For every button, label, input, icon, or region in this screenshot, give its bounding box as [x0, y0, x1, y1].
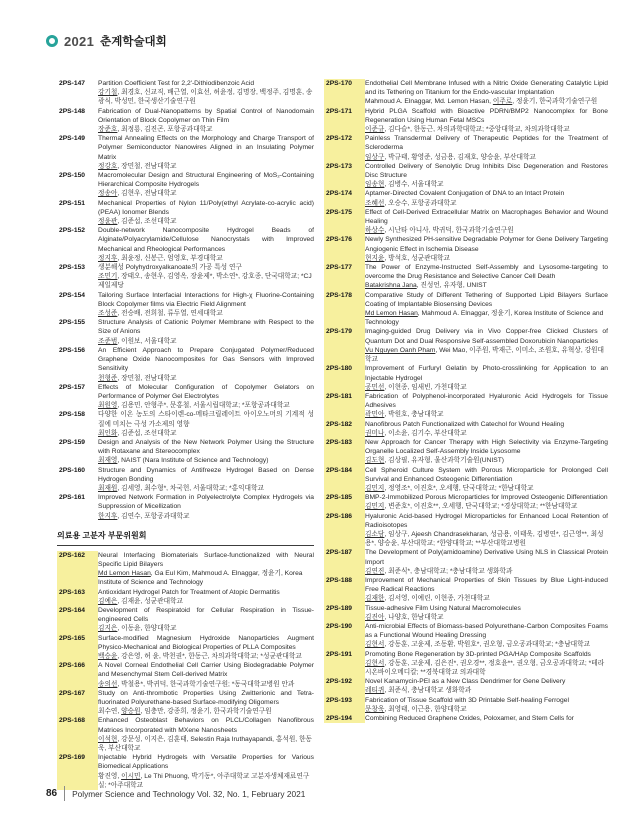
program-entry — [324, 327, 608, 364]
program-entry — [57, 171, 314, 199]
entry-title: 생분해성 Polyhydroxyalkanoate의 가공 특성 연구 — [98, 264, 242, 272]
presenting-author: 김예은 — [98, 597, 118, 605]
entry-number: 2PS-171 — [324, 107, 365, 135]
entry-number: 2PS-165 — [57, 634, 98, 662]
entry-number: 2PS-191 — [324, 650, 365, 678]
program-entry — [324, 548, 608, 576]
program-entry — [57, 263, 314, 291]
program-entry — [324, 392, 608, 420]
entry-number: 2PS-183 — [324, 438, 365, 466]
presenting-author: 김연진 — [365, 567, 385, 575]
presenting-author: 임상구 — [365, 153, 385, 161]
entry-title: Fabrication of Dual-Nanopatterns by Spatial Control of Nanodomain Orientation of Block Copolymer on Thin Film — [98, 107, 314, 124]
entry-number: 2PS-194 — [324, 714, 365, 723]
presenting-author: 하상수 — [365, 227, 385, 235]
entry-authors: 최원영, 김용민, 안형주*, 문홍철, 서울시립대학교; *포항공과대학교 — [98, 402, 290, 410]
program-entry — [57, 689, 314, 717]
entry-title: Improvement of Furfuryl Gelatin by Photo-crosslinking for Application to an Injectable Hydrogel — [365, 365, 608, 382]
program-entry — [324, 189, 608, 207]
presenting-author: 정지후 — [98, 254, 118, 262]
entry-title: Study on Anti-thrombotic Properties Using Zwitterionic and Tetra-fluorinated Polyurethane-based Surface-modifying Oligomers — [98, 689, 314, 706]
entry-number: 2PS-161 — [59, 494, 86, 502]
presenting-author: 조혜선 — [365, 199, 385, 207]
entry-authors: Batakrishna Jana, 진성언, 유자형, UNIST — [365, 282, 487, 290]
program-entry — [57, 383, 314, 411]
presenting-author: 김지은 — [98, 625, 118, 633]
entry-title: Double-network Nanocomposite Hydrogel Beads of Alginate/Polyacrylamide/Cellulose Nanocrystals with Improved Mechanical and Rheological Performances — [98, 227, 314, 253]
entry-authors: 김재한, 김서영, 이예린, 이현종, 가천대학교 — [365, 595, 490, 603]
program-entry — [57, 226, 314, 263]
presenting-author: 이주로 — [492, 98, 513, 106]
presenting-author: Batakrishna Jana — [365, 282, 417, 290]
program-entry — [324, 714, 608, 723]
entry-title: Hyaluronic Acid-based Hydrogel Microparticles for Enhanced Local Retention of Radioisotopes — [365, 512, 608, 529]
entry-number: 2PS-150 — [59, 172, 86, 180]
entry-title: A Novel Corneal Endothelial Cell Carrier Using Biodegradable Polymer and Mesenchymal Stem Cell-derived Matrix — [98, 662, 314, 679]
entry-title: Cell Spheroid Culture System with Porous Microparticle for Prolonged Cell Survival and Enhanced Osteogenic Differentiation — [365, 466, 608, 483]
entry-authors: 김현서, 강동훈, 고윤제, 조동환, 박원호*, 권오형, 금오공과대학교; *충남대학교 — [365, 641, 591, 649]
footer-divider — [64, 786, 65, 801]
program-entry — [57, 199, 314, 227]
entry-list-medical-polymer — [57, 551, 314, 790]
entry-title: Fabrication of Tissue Scaffold with 3D Printable Self-healing Ferrogel — [365, 696, 569, 704]
entry-title: Imaging-guided Drug Delivery via in Vivo Copper-free Clicked Clusters of Quantum Dot and Dual Responsive Self-assembled Doxorubicin Nanoparticles — [365, 328, 608, 345]
presenting-author: 레티퀴 — [365, 687, 385, 695]
entry-title: Structure Analysis of Cationic Polymer Membrane with Respect to the Size of Anions — [98, 319, 314, 336]
entry-authors: 이준규, 김다슬*, 한동근, 차의과학대학교; *중앙대학교, 차의과학대학교 — [365, 126, 570, 134]
page-number: 86 — [46, 788, 58, 799]
program-entry — [324, 235, 608, 263]
entry-title: An Efficient Approach to Prepare Conjugated Polymer/Reduced Graphene Oxide Nanocomposites for Gas Sensors with Improved Sensitivity — [98, 346, 314, 373]
program-entry — [324, 208, 608, 236]
journal-footer: Polymer Science and Technology Vol. 32, No. 1, February 2021 — [72, 788, 306, 799]
entry-title: Tailoring Surface Interfacial Interactions for High-χ Fluorine-Containing Block Copolymer films via Electric Field Alignment — [98, 291, 314, 308]
program-entry — [324, 604, 608, 622]
entry-number: 2PS-182 — [324, 420, 365, 438]
entry-authors: Vu Nguyen Oanh Pham, Wei Mao, 이주원, 박재근, 이미소, 조원호, 유혁상, 강원대학교 — [365, 346, 604, 364]
entry-authors: 김도현, 김상필, 유자형, 울산과학기술원(UNIST) — [365, 457, 505, 465]
entry-title: Controlled Delivery of Senolytic Drug Inhibits Disc Degeneration and Restores Disc Structure — [365, 162, 608, 180]
presenting-author: 김민지 — [365, 503, 385, 511]
presenting-author: 김현서 — [365, 659, 385, 667]
entry-title: Structure and Dynamics of Antifreeze Hydrogel Based on Dense Hydrogen Bonding — [98, 466, 314, 483]
entry-number: 2PS-187 — [324, 548, 365, 576]
entry-number: 2PS-158 — [59, 411, 86, 419]
entry-authors: 임상구, 박규태, 황영준, 성금용, 김재호, 양승윤, 부산대학교 — [365, 153, 536, 161]
entry-authors: 김민지, 정영조*, 이진호*, 오세행, 단국대학교; *한남대학교 — [365, 484, 534, 492]
section-title-medical-polymer: 의료용 고분자 부문위원회 — [57, 530, 314, 546]
entry-number: 2PS-166 — [57, 661, 98, 689]
program-entry — [324, 162, 608, 190]
presenting-author: 이준규 — [365, 126, 385, 134]
entry-number: 2PS-169 — [57, 753, 98, 790]
program-entry — [57, 79, 314, 107]
entry-title: Enhanced Osteoblast Behaviors on PLCL/Collagen Nanofibrous Matrices Incorporated with MXene Nanosheets — [98, 717, 314, 734]
entry-authors: 김진아, 나양호, 한남대학교 — [365, 613, 444, 621]
presenting-author: 양승원 — [121, 708, 141, 716]
presenting-author: 최재원 — [98, 484, 118, 492]
entry-number: 2PS-175 — [324, 208, 365, 236]
program-entry — [57, 107, 314, 135]
entry-authors: 강기철, 최경호, 신교직, 배근열, 이효선, 허윤정, 김명장, 백정주, 김명훈, 송광식, 박성민, 한국생산기술연구원 — [98, 89, 313, 106]
entry-authors: 권미나, 이소윤, 김기수, 부산대학교 — [365, 429, 467, 437]
entry-number: 2PS-157 — [59, 383, 86, 391]
entry-authors: 조혜선, 오승수, 포항공과대학교 — [365, 199, 457, 207]
program-entry — [324, 512, 608, 549]
program-listing — [57, 79, 608, 790]
entry-title: Antioxidant Hydrogel Patch for Treatment of Atopic Dermatitis — [98, 588, 280, 596]
entry-title: Effect of Cell-Derived Extracellular Matrix on Macrophages Behavior and Wound Healing — [365, 208, 608, 226]
entry-title: The Development of Poly(amidoamine) Derivative Using NLS in Classical Protein Import — [365, 549, 608, 566]
entry-title: Design and Analysis of the New Network Polymer Using the Structure with Rotaxane and Stereocomplex — [98, 438, 314, 456]
presenting-author: 문창욱 — [365, 705, 385, 713]
program-entry — [57, 493, 314, 521]
entry-authors: 백승윤, 강은영, 허 윤, 박천권*, 한동근, 차의과학대학교; *성균관대학교 — [98, 652, 302, 660]
entry-authors: Mahmoud A. Elnaggar, Md. Lemon Hasan, 이주로, 정윤기, 한국과학기술연구원 — [365, 98, 598, 106]
entry-list-left-top — [57, 79, 314, 521]
entry-title: Hybrid PLGA Scaffold with Bioactive PDRN/BMP2 Nanocomplex for Bone Regeneration Using Human Fetal MSCs — [365, 107, 608, 124]
entry-number: 2PS-167 — [57, 689, 98, 717]
presenting-author: 최인화 — [98, 429, 118, 437]
presenting-author: 정송아 — [98, 190, 118, 198]
entry-authors: 현지윤, 방석호, 성균관대학교 — [365, 254, 450, 262]
entry-title: Comparative Study of Different Tethering of Supported Lipid Bilayers Surface Coating of Implantable Biosensing Devices — [365, 291, 608, 308]
program-entry — [324, 622, 608, 650]
entry-authors: 장준호, 최정룡, 김진곤, 포항공과대학교 — [98, 126, 213, 134]
presenting-author: 곽민아 — [365, 411, 385, 419]
program-entry — [57, 134, 314, 171]
entry-title: Injectable Hybrid Hydrogels with Versatile Properties for Various Biomedical Applications — [98, 754, 314, 771]
entry-authors: 김소담, 임상구, Ajeesh Chandrasekharan, 성금용, 이태욱, 김병연*, 김근영**, 최성용*, 양승윤, 부산대학교; *한양대학교; **부산대학교병원 — [365, 530, 604, 548]
entry-title: Improvement of Mechanical Properties of Skin Tissues by Blue Light-induced Free Radical Reactions — [365, 576, 608, 594]
entry-title: Aptamer-Directed Covalent Conjugation of DNA to an Intact Protein — [365, 190, 565, 198]
presenting-author: 권미나 — [365, 429, 385, 437]
program-entry — [324, 263, 608, 291]
entry-number: 2PS-156 — [59, 346, 86, 354]
presenting-author: Md Lemon Hasan — [365, 310, 418, 318]
entry-authors: 정윤관, 김준섭, 조선대학교 — [98, 218, 177, 226]
entry-number: 2PS-159 — [59, 438, 86, 446]
presenting-author: 조성준 — [98, 310, 118, 318]
entry-number: 2PS-170 — [324, 79, 365, 107]
presenting-author: 임송현 — [365, 181, 385, 189]
entry-title: Newly Synthesized PH-sensitive Degradable Polymer for Gene Delivery Targeting Angiogenic Effect in Ischemia Disease — [365, 236, 608, 253]
presenting-author: 강기철 — [98, 89, 118, 97]
program-entry — [324, 107, 608, 135]
entry-number: 2PS-172 — [324, 134, 365, 162]
entry-authors: 레티퀴, 최준식, 충남대학교 생화학과 — [365, 687, 472, 695]
entry-authors: 정강호, 장민철, 전남대학교 — [98, 162, 177, 170]
entry-title: Neural Interfacing Biomaterials Surface-functionalized with Neural Specific Lipid Bilayers — [98, 551, 314, 568]
program-entry — [57, 346, 314, 383]
entry-number: 2PS-181 — [324, 392, 365, 420]
entry-number: 2PS-186 — [324, 512, 365, 549]
program-entry — [57, 588, 314, 606]
entry-number: 2PS-189 — [324, 604, 365, 622]
entry-authors: 황진영, 이시민, Le Thi Phuong, 박기동*, 아주대학교 고분자생체재료연구실; *아주대학교 — [98, 772, 310, 789]
entry-title: Development of Respiratoid for Cellular Respiration in Tissue-engineered Cells — [98, 606, 314, 624]
program-entry — [324, 438, 608, 466]
entry-number: 2PS-148 — [59, 107, 86, 115]
entry-title: Endothelial Cell Membrane Infused with a Nitric Oxide Generating Catalytic Lipid and its Tethering on Titanium for the Endo-vascular Implantation — [365, 80, 608, 97]
program-entry — [324, 650, 608, 678]
entry-number: 2PS-160 — [59, 466, 86, 474]
entry-authors: Md Lemon Hasan, Mahmoud A. Elnaggar, 정윤기, Korea Institute of Science and Technology — [365, 310, 604, 327]
entry-authors: 조준범, 이원보, 서울대학교 — [98, 337, 177, 345]
entry-number: 2PS-179 — [324, 327, 365, 364]
entry-authors: 이석현, 강문성, 이지은, 김훈태, Selestin Raja Iruthayapandi, 홍석원, 한동욱, 부산대학교 — [98, 735, 312, 753]
entry-authors: 김연진, 최준식*, 충남대학교; *충남대학교 생화학과 — [365, 567, 513, 575]
entry-authors: 한지후, 김연수, 포항공과대학교 — [98, 512, 190, 520]
entry-authors: 최재영, NAIST (Nara Institute of Science and Technology) — [98, 457, 269, 465]
presenting-author: 천형준 — [98, 374, 118, 382]
program-entry — [324, 79, 608, 107]
entry-title: Effects of Molecular Configuration of Copolymer Gelators on Performance of Polymer Gel Electrolytes — [98, 383, 314, 400]
entry-list-right — [324, 79, 608, 723]
program-entry — [57, 438, 314, 466]
page-footer — [46, 786, 305, 801]
entry-number: 2PS-190 — [324, 622, 365, 650]
entry-authors: 최수연, 양승원, 임충만, 강종희, 정윤기, 한국과학기술연구원 — [98, 708, 272, 716]
presenting-author: 조민기 — [98, 273, 118, 281]
program-entry — [57, 634, 314, 662]
presenting-author: 최재영 — [98, 457, 118, 465]
entry-title: Fabrication of Polyphenol-incorporated Hyaluronic Acid Hydrogels for Tissue Adhesives — [365, 392, 608, 410]
entry-authors: 문창욱, 최영태, 이근용, 한양대학교 — [365, 705, 467, 713]
entry-authors: 하상수, 시난타 아니사, 박귀덕, 한국과학기술연구원 — [365, 227, 514, 235]
presenting-author: 김재한 — [365, 595, 385, 603]
presenting-author: 조준범 — [98, 337, 118, 345]
program-entry — [324, 493, 608, 511]
program-entry — [324, 677, 608, 695]
entry-authors: 천형준, 장민철, 전남대학교 — [98, 374, 177, 382]
entry-number: 2PS-153 — [59, 264, 86, 272]
entry-title: Partition Coefficient Test for 2,2'-Dithiodibenzoic Acid — [98, 80, 255, 87]
presenting-author: 최원영 — [98, 402, 118, 410]
presenting-author: 백승윤 — [98, 652, 118, 660]
entry-number: 2PS-152 — [59, 227, 86, 235]
bullet-circle-icon — [46, 35, 58, 47]
conference-title: 춘계학술대회 — [100, 36, 167, 48]
entry-number: 2PS-176 — [324, 235, 365, 263]
entry-authors: 임송현, 김병수, 서울대학교 — [365, 181, 444, 189]
program-entry — [57, 606, 314, 634]
entry-authors: 송의선, 박철용*, 박귀덕, 한국과학기술연구원; *동국대학교병원 안과 — [98, 680, 295, 688]
presenting-author: Vu Nguyen Oanh Pham — [365, 346, 436, 354]
program-entry — [324, 291, 608, 328]
entry-number: 2PS-192 — [324, 677, 365, 695]
presenting-author: Md Lemon Hasan — [98, 570, 151, 578]
entry-authors: 곽민아, 박원호, 충남대학교 — [365, 411, 444, 419]
entry-number: 2PS-168 — [57, 716, 98, 753]
entry-authors: 정지후, 최윤정, 신봉근, 엄영호, 부경대학교 — [98, 254, 223, 262]
entry-number: 2PS-185 — [324, 493, 365, 511]
entry-title: Thermal Annealing Effects on the Morphology and Charge Transport of Polymer Semiconductor Nanowires Aligned in an Insulating Polymer Matrix — [98, 135, 314, 161]
entry-title: Improved Network Formation in Polyelectrolyte Complex Hydrogels via Suppression of Micellization — [98, 494, 314, 511]
program-entry — [324, 466, 608, 494]
entry-title: Anti-microbial Effects of Biomass-based Polyurethane-Carbon Composites Foams as a Functional Wound Healing Dressing — [365, 622, 608, 640]
program-entry — [57, 410, 314, 438]
entry-title: Painless Transdermal Delivery of Therapeutic Peptides for the Treatment of Scleroderma — [365, 135, 608, 152]
program-entry — [57, 716, 314, 753]
program-entry — [57, 753, 314, 790]
entry-number: 2PS-193 — [324, 696, 365, 714]
entry-authors: 조민기, 장태오, 송현우, 김영옥, 장윤제*, 박소연*, 강호종, 단국대학교; *CJ제일제당 — [98, 273, 312, 290]
entry-number: 2PS-147 — [59, 80, 86, 87]
presenting-author: 장준호 — [98, 126, 118, 134]
entry-number: 2PS-188 — [324, 576, 365, 604]
entry-title: New Approach for Cancer Therapy with High Selectivity via Enzyme-Targeting Organelle Localized Self-Assembly Inside Lysosome — [365, 438, 608, 456]
entry-number: 2PS-178 — [324, 291, 365, 328]
entry-title: BMP-2-Immobilized Porous Microparticles for Improved Osteogenic Differentiation — [365, 494, 608, 502]
presenting-author: 김도현 — [365, 457, 385, 465]
conference-header — [46, 33, 167, 49]
presenting-author: 이석현 — [98, 735, 118, 743]
program-entry — [324, 134, 608, 162]
entry-number: 2PS-149 — [59, 135, 86, 143]
presenting-author: 김소담 — [365, 530, 385, 538]
entry-title: 다양한 이온 농도의 스타이렌-co-메타크릴레이트 아이오노머의 기계적 성질에 미치는 극성 가소제의 영향 — [98, 411, 314, 428]
entry-number: 2PS-162 — [57, 551, 98, 588]
entry-authors: 김민지, 변준호*, 이진호**, 오세행, 단국대학교; *경상대학교; **한남대학교 — [365, 503, 578, 511]
presenting-author: 정강호 — [98, 162, 118, 170]
entry-number: 2PS-177 — [324, 263, 365, 291]
program-entry — [57, 318, 314, 346]
entry-title: The Power of Enzyme-Instructed Self-Assembly and Lysosome-targeting to overcome the Drug Resistance and Selective Cancer Cell Death — [365, 264, 608, 281]
entry-number: 2PS-173 — [324, 162, 365, 190]
entry-number: 2PS-151 — [59, 199, 86, 207]
program-entry — [324, 576, 608, 604]
entry-authors: 김예은, 김재윤, 성균관대학교 — [98, 597, 183, 605]
entry-authors: 공민선, 이현종, 임새빈, 가천대학교 — [365, 383, 467, 391]
program-entry — [57, 551, 314, 588]
entry-number: 2PS-163 — [57, 588, 98, 606]
program-column-left — [57, 79, 314, 790]
entry-title: Promoting Bone Regeneration by 3D-printed PGA/HAp Composite Scaffolds — [365, 650, 591, 658]
program-entry — [57, 291, 314, 319]
entry-title: Macromolecular Design and Structural Engineering of MoS₂-Containing Hierarchical Composite Hydrogels — [98, 172, 314, 189]
program-entry — [324, 420, 608, 438]
entry-title: Tissue-adhesive Film Using Natural Macromolecules — [365, 604, 521, 612]
entry-authors: 정송아, 김현우, 전남대학교 — [98, 190, 177, 198]
program-column-right — [324, 79, 608, 790]
entry-title: Mechanical Properties of Nylon 11/Poly(ethyl Acrylate-co-acrylic acid) (PEAA) Ionomer Blends — [98, 199, 314, 216]
program-entry — [57, 466, 314, 494]
entry-number: 2PS-164 — [57, 606, 98, 634]
program-entry — [57, 661, 314, 689]
presenting-author: 한지후 — [98, 512, 118, 520]
presenting-author: 현지윤 — [365, 254, 385, 262]
entry-title: Surface-modified Magnesium Hydroxide Nanoparticles Augment Physico-Mechanical and Biological Properties of PLLA Composites — [98, 634, 314, 651]
conference-year: 2021 — [64, 33, 95, 49]
presenting-author: 이시민 — [121, 772, 141, 780]
presenting-author: 김현서 — [365, 641, 385, 649]
entry-authors: 김현서, 강동훈, 고윤제, 김은진*, 권오경**, 정호윤**, 권오형, 금오공과대학교; *테라시온바이오메디칼; **경북대학교 의과대학 — [365, 659, 605, 676]
entry-authors: 김지은, 이동윤, 한양대학교 — [98, 625, 177, 633]
program-entry — [324, 364, 608, 392]
entry-number: 2PS-174 — [324, 189, 365, 207]
program-entry — [324, 696, 608, 714]
entry-title: Nanofibrous Patch Functionalized with Catechol for Wound Healing — [365, 420, 565, 428]
presenting-author: 김민지 — [365, 484, 385, 492]
entry-authors: 조성준, 전승배, 전희철, 류두열, 연세대학교 — [98, 310, 223, 318]
entry-title: Combining Reduced Graphene Oxides, Poloxamer, and Stem Cells for — [365, 715, 574, 723]
presenting-author: 정윤관 — [98, 218, 118, 226]
entry-number: 2PS-180 — [324, 364, 365, 392]
entry-title: Novel Kanamycin-PEI as a New Class Dendrimer for Gene Delivery — [365, 678, 566, 686]
entry-authors: 최재원, 김세영, 최수형*, 차국헌, 서울대학교; *홍익대학교 — [98, 484, 264, 492]
entry-number: 2PS-155 — [59, 319, 86, 327]
presenting-author: 공민선 — [365, 383, 385, 391]
entry-authors: Md Lemon Hasan, Ga Eul Kim, Mahmoud A. Elnaggar, 정윤기, Korea Institute of Science and Technology — [98, 570, 303, 587]
entry-authors: 최인화, 김준섭, 조선대학교 — [98, 429, 177, 437]
entry-number: 2PS-184 — [324, 466, 365, 494]
presenting-author: 김진아 — [365, 613, 385, 621]
presenting-author: 송의선 — [98, 680, 118, 688]
entry-number: 2PS-154 — [59, 291, 86, 299]
